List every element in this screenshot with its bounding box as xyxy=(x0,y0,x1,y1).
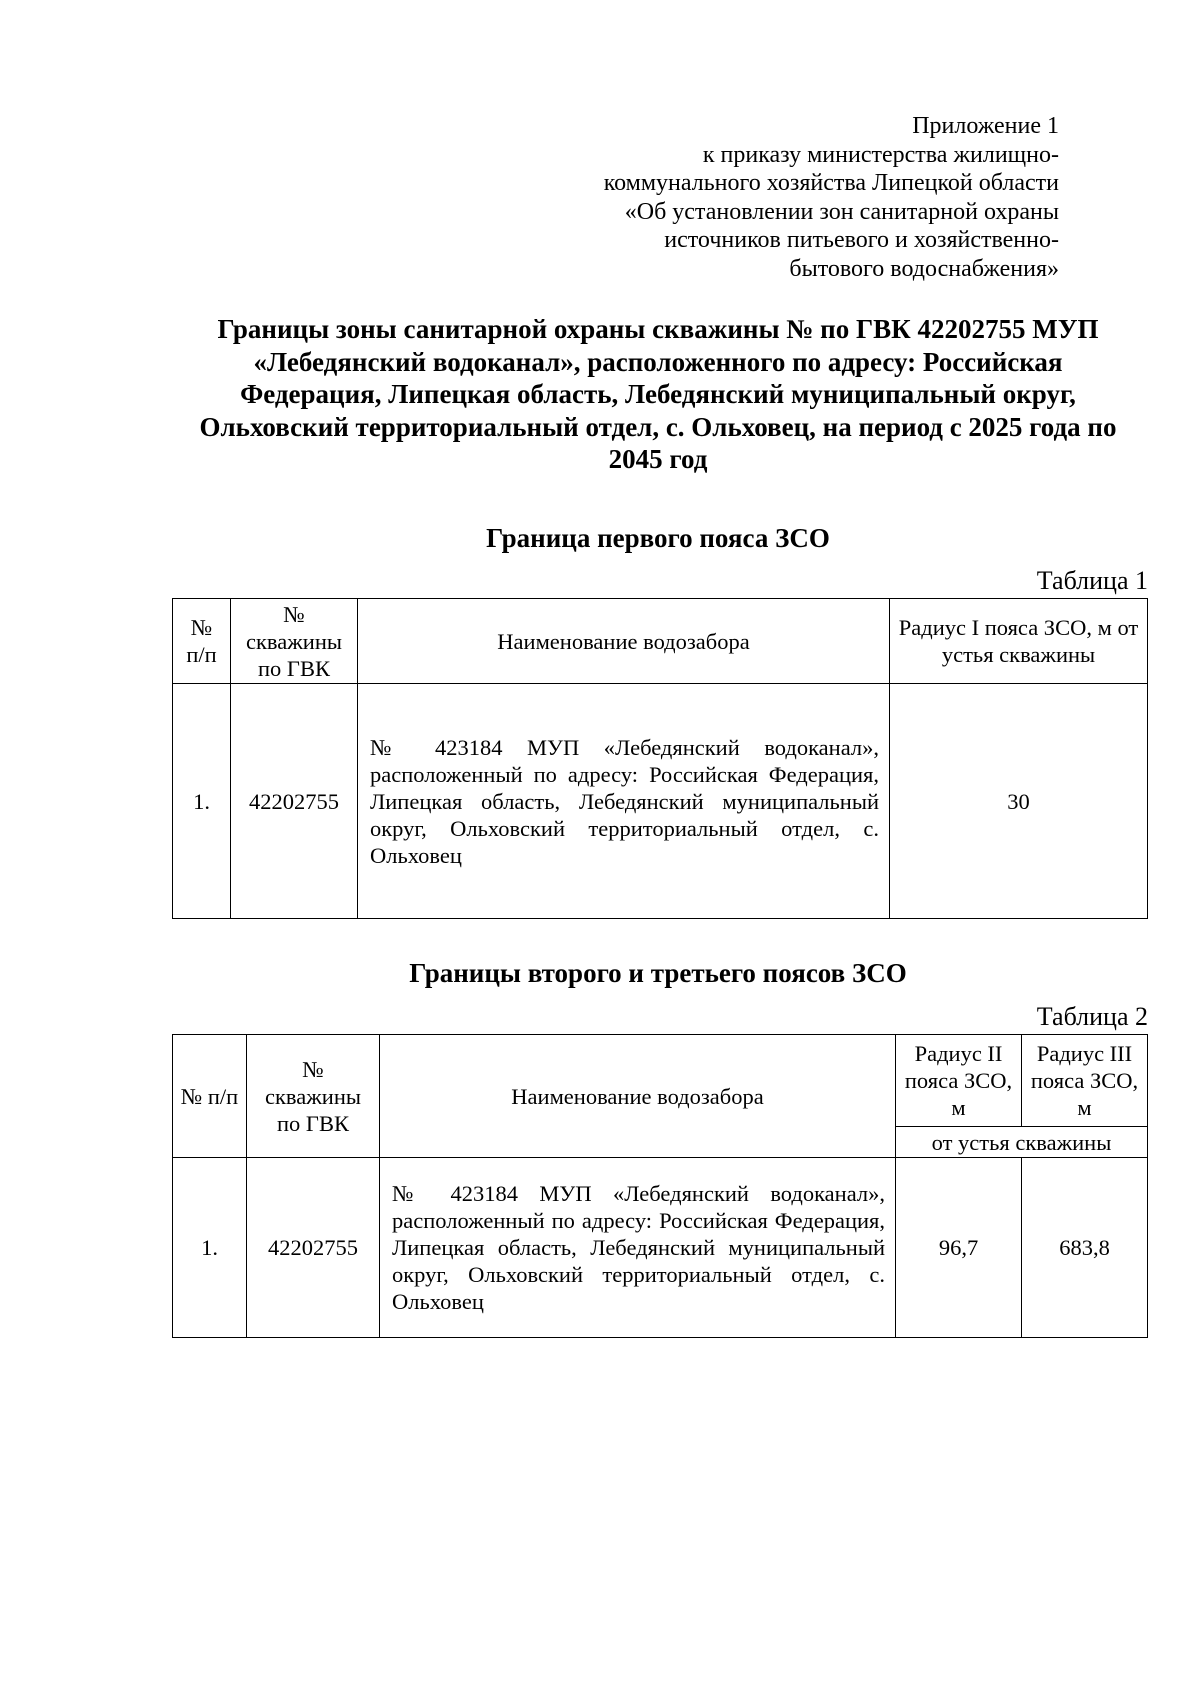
appendix-line: Приложение 1 xyxy=(912,113,1059,139)
header-name: Наименование водозабора xyxy=(358,599,890,684)
cell-num: 1. xyxy=(173,684,231,919)
table-row xyxy=(173,684,1148,919)
appendix-block xyxy=(499,112,1059,283)
cell-num: 1. xyxy=(173,1158,247,1338)
table-header-row xyxy=(173,599,1148,684)
section2-heading: Границы второго и третьего поясов ЗСО xyxy=(409,958,907,988)
title-line: 2045 год xyxy=(608,444,708,474)
appendix-line: коммунального хозяйства Липецкой области xyxy=(603,170,1059,196)
header-well: № скважины по ГВК xyxy=(231,599,358,684)
appendix-line: «Об установлении зон санитарной охраны xyxy=(624,198,1059,225)
appendix-line: источников питьевого и хозяйственно- xyxy=(664,227,1059,253)
header-from-mouth: от устья скважины xyxy=(896,1127,1148,1158)
cell-well: 42202755 xyxy=(231,684,358,919)
header-well: № скважины по ГВК xyxy=(247,1035,380,1158)
title-line: «Лебедянский водоканал», расположенного по адресу: Российская xyxy=(253,346,1063,377)
title-line: Границы зоны санитарной охраны скважины № по ГВК 42202755 МУП xyxy=(217,314,1099,344)
header-radius: Радиус I пояса ЗСО, м от устья скважины xyxy=(890,599,1148,684)
title-line: Федерация, Липецкая область, Лебедянский муниципальный округ, xyxy=(240,379,1076,409)
header-name: Наименование водозабора xyxy=(380,1035,896,1158)
table-header-row xyxy=(173,1035,1148,1127)
table1-label: Таблица 1 xyxy=(1036,566,1148,595)
appendix-line: бытового водоснабжения» xyxy=(789,255,1059,282)
header-radius3: Радиус III пояса ЗСО, м xyxy=(1022,1035,1148,1127)
cell-radius3: 683,8 xyxy=(1022,1158,1148,1338)
title-line: Ольховский территориальный отдел, с. Ольховец, на период с 2025 года по xyxy=(199,411,1117,442)
cell-radius2: 96,7 xyxy=(896,1158,1022,1338)
header-num: № п/п xyxy=(173,1035,247,1158)
zone1-table xyxy=(172,598,1148,919)
appendix-line: к приказу министерства жилищно- xyxy=(702,141,1059,168)
section1-heading: Граница первого пояса ЗСО xyxy=(486,523,830,553)
table-row xyxy=(173,1158,1148,1338)
cell-name: № 423184 МУП «Лебедянский водоканал», расположенный по адресу: Российская Федерация, Липецкая область, Лебедянский муниципальный округ, Ольховский территориальный отдел, с. Ольховец xyxy=(358,684,890,919)
document-title xyxy=(168,313,1148,476)
table2-label: Таблица 2 xyxy=(1036,1002,1148,1031)
header-num: № п/п xyxy=(173,599,231,684)
cell-name: № 423184 МУП «Лебедянский водоканал», расположенный по адресу: Российская Федерация, Липецкая область, Лебедянский муниципальный округ, Ольховский территориальный отдел, с. Ольховец xyxy=(380,1158,896,1338)
cell-well: 42202755 xyxy=(247,1158,380,1338)
cell-radius: 30 xyxy=(890,684,1148,919)
zone2-3-table xyxy=(172,1034,1148,1338)
header-radius2: Радиус II пояса ЗСО, м xyxy=(896,1035,1022,1127)
